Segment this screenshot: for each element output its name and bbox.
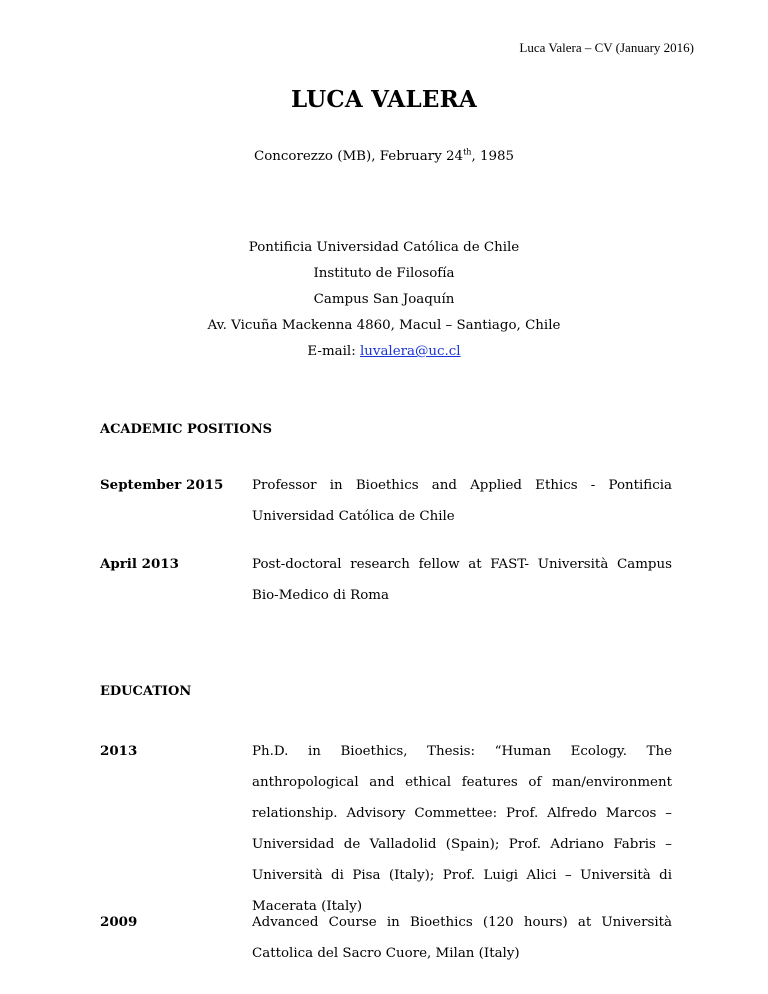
birth-year: , 1985 [471, 149, 515, 164]
birth-info [0, 149, 768, 164]
section-heading-academic: ACADEMIC POSITIONS [100, 422, 272, 437]
academic-desc-2: Post-doctoral research fellow at FAST- Università Campus Bio-Medico di Roma [252, 557, 672, 603]
cv-name-title: LUCA VALERA [291, 86, 477, 113]
address-line-university: Pontificia Universidad Católica de Chile [248, 240, 520, 255]
email-link[interactable]: luvalera@uc.cl [359, 344, 461, 359]
education-date-1: 2013 [100, 743, 138, 759]
email-label: E-mail: [307, 344, 360, 359]
education-desc-1: Ph.D. in Bioethics, Thesis: “Human Ecology. The anthropological and ethical features of man/environment relationship. Advisory Commettee: Prof. Alfredo Marcos – Universidad de Valladolid (Spain); Prof. Adriano Fabris – Università di Pisa (Italy); Prof. Luigi Alici – Università di Macerata (Italy) [252, 744, 672, 914]
academic-date-1: September 2015 [100, 477, 224, 493]
address-line-institute: Instituto de Filosofía [313, 266, 455, 281]
education-desc-2: Advanced Course in Bioethics (120 hours) at Università Cattolica del Sacro Cuore, Milan (Italy) [252, 915, 672, 961]
email-line [0, 344, 768, 359]
address-line-street: Av. Vicuña Mackenna 4860, Macul – Santiago, Chile [207, 318, 561, 333]
address-line-campus: Campus San Joaquín [313, 292, 455, 307]
running-header: Luca Valera – CV (January 2016) [519, 40, 694, 55]
education-date-2: 2009 [100, 914, 138, 930]
academic-date-2: April 2013 [100, 556, 179, 572]
section-heading-education: EDUCATION [100, 684, 192, 699]
birth-place-date: Concorezzo (MB), February 24 [253, 149, 464, 164]
birth-day-suffix: th [463, 147, 472, 157]
academic-desc-1: Professor in Bioethics and Applied Ethics - Pontificia Universidad Católica de Chile [252, 478, 672, 524]
